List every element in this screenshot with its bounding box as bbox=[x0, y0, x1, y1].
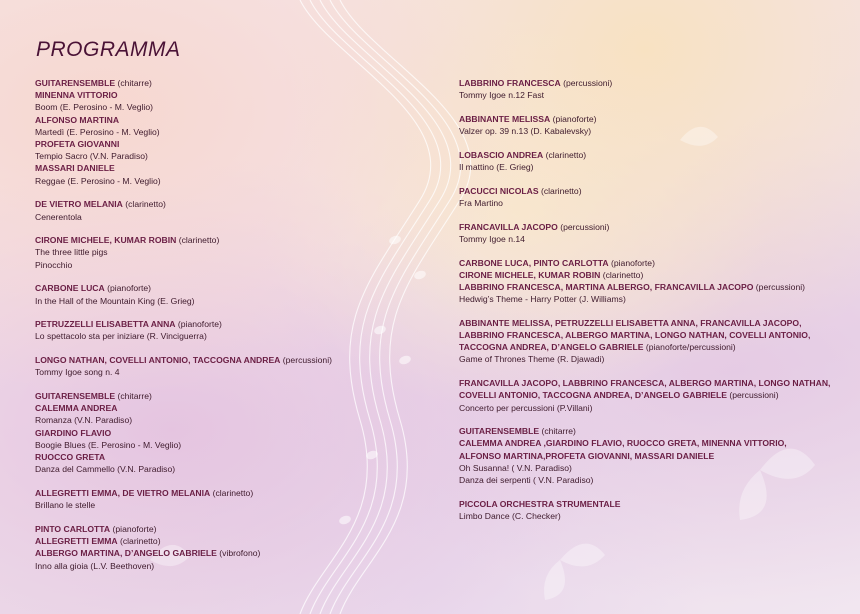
performer-names: FRANCAVILLA JACOPO, LABBRINO FRANCESCA, ALBERGO MARTINA, LONGO NATHAN, bbox=[459, 378, 831, 389]
instrument-label: (pianoforte/percussioni) bbox=[645, 342, 736, 353]
piece-title: In the Hall of the Mountain King (E. Grieg) bbox=[35, 295, 195, 306]
performer-names: GUITARENSEMBLE bbox=[35, 391, 116, 402]
piece-title: Pinocchio bbox=[35, 259, 73, 270]
performer-names: MASSARI DANIELE bbox=[35, 163, 115, 174]
performer-names: GUITARENSEMBLE bbox=[35, 78, 116, 88]
program-entry bbox=[35, 198, 415, 222]
performer-names: RUOCCO GRETA bbox=[35, 452, 106, 463]
program-entry bbox=[459, 185, 854, 209]
performer-names: LOBASCIO ANDREA bbox=[459, 149, 544, 160]
instrument-label: (chitarre) bbox=[117, 78, 152, 88]
program-line bbox=[459, 149, 854, 161]
piece-title: Tommy Igoe n.12 Fast bbox=[459, 90, 545, 101]
program-line bbox=[35, 295, 415, 307]
program-line bbox=[459, 474, 854, 486]
piece-title: Boom (E. Perosino - M. Veglio) bbox=[35, 102, 153, 113]
program-entry bbox=[459, 149, 854, 173]
instrument-label: (pianoforte) bbox=[177, 319, 222, 330]
program-entry bbox=[35, 487, 415, 511]
instrument-label: (clarinetto) bbox=[545, 149, 587, 160]
program-line bbox=[35, 150, 415, 162]
program-entry bbox=[459, 77, 854, 101]
instrument-label: (percussioni) bbox=[282, 355, 332, 366]
program-line bbox=[35, 354, 415, 366]
instrument-label: (pianoforte) bbox=[112, 523, 157, 534]
program-line bbox=[35, 126, 415, 138]
performer-names: TACCOGNA ANDREA, D’ANGELO GABRIELE bbox=[459, 342, 644, 353]
program-line bbox=[35, 439, 415, 451]
program-line bbox=[35, 162, 415, 174]
piece-title: Romanza (V.N. Paradiso) bbox=[35, 415, 133, 426]
program-entry bbox=[459, 377, 854, 414]
piece-title: Reggae (E. Perosino - M. Veglio) bbox=[35, 175, 161, 186]
instrument-label: (pianoforte) bbox=[107, 283, 152, 294]
program-entry bbox=[35, 523, 415, 572]
program-line bbox=[459, 185, 854, 197]
piece-title: Concerto per percussioni (P.Villani) bbox=[459, 402, 593, 413]
piece-title: Tommy Igoe song n. 4 bbox=[35, 367, 120, 378]
piece-title: Limbo Dance (C. Checker) bbox=[459, 510, 561, 521]
program-line bbox=[459, 161, 854, 173]
program-column-left bbox=[35, 77, 415, 583]
program-line bbox=[35, 414, 415, 426]
performer-names: ALFONSO MARTINA,PROFETA GIOVANNI, MASSARI DANIELE bbox=[459, 450, 715, 461]
instrument-label: (pianoforte) bbox=[610, 257, 655, 268]
page-title: PROGRAMMA bbox=[36, 38, 181, 61]
program-entry bbox=[35, 354, 415, 378]
program-line bbox=[35, 523, 415, 535]
instrument-label: (clarinetto) bbox=[602, 269, 644, 280]
program-line bbox=[459, 281, 854, 293]
program-line bbox=[459, 197, 854, 209]
program-line bbox=[459, 389, 854, 401]
instrument-label: (pianoforte) bbox=[552, 113, 597, 124]
instrument-label: (clarinetto) bbox=[212, 487, 254, 498]
performer-names: MINENNA VITTORIO bbox=[35, 90, 118, 101]
performer-names: CARBONE LUCA, PINTO CARLOTTA bbox=[459, 257, 609, 268]
performer-names: COVELLI ANTONIO, TACCOGNA ANDREA, D’ANGELO GABRIELE bbox=[459, 390, 727, 401]
program-line bbox=[35, 101, 415, 113]
piece-title: Tommy Igoe n.14 bbox=[459, 233, 525, 244]
instrument-label: (clarinetto) bbox=[119, 536, 161, 547]
piece-title: Boogie Blues (E. Perosino - M. Veglio) bbox=[35, 439, 182, 450]
instrument-label: (percussioni) bbox=[560, 221, 610, 232]
program-line bbox=[35, 234, 415, 246]
performer-names: LABBRINO FRANCESCA, ALBERGO MARTINA, LONGO NATHAN, COVELLI ANTONIO, bbox=[459, 330, 811, 341]
program-entry bbox=[35, 77, 415, 187]
piece-title: Cenerentola bbox=[35, 211, 82, 222]
program-line bbox=[459, 329, 854, 341]
program-line bbox=[35, 138, 415, 150]
program-entry bbox=[35, 234, 415, 271]
performer-names: ALFONSO MARTINA bbox=[35, 114, 120, 125]
piece-title: Il mattino (E. Grieg) bbox=[459, 162, 534, 173]
program-line bbox=[35, 427, 415, 439]
performer-names: PROFETA GIOVANNI bbox=[35, 139, 120, 150]
program-line bbox=[35, 211, 415, 223]
program-line bbox=[35, 402, 415, 414]
program-line bbox=[459, 317, 854, 329]
performer-names: LONGO NATHAN, COVELLI ANTONIO, TACCOGNA ANDREA bbox=[35, 355, 281, 366]
instrument-label: (vibrofono) bbox=[219, 548, 261, 559]
piece-title: The three little pigs bbox=[35, 247, 108, 258]
program-line bbox=[459, 77, 854, 89]
performer-names: ALLEGRETTI EMMA bbox=[35, 536, 118, 547]
program-line bbox=[459, 89, 854, 101]
program-line bbox=[35, 175, 415, 187]
program-line bbox=[35, 114, 415, 126]
performer-names: GUITARENSEMBLE bbox=[459, 426, 540, 437]
program-line bbox=[459, 462, 854, 474]
program-entry bbox=[35, 318, 415, 342]
program-line bbox=[459, 450, 854, 462]
performer-names: CARBONE LUCA bbox=[35, 283, 105, 294]
piece-title: Valzer op. 39 n.13 (D. Kabalevsky) bbox=[459, 126, 592, 137]
performer-names: ALBERGO MARTINA, D’ANGELO GABRIELE bbox=[35, 548, 217, 559]
program-line bbox=[459, 377, 854, 389]
program-line bbox=[459, 269, 854, 281]
piece-title: Inno alla gioia (L.V. Beethoven) bbox=[35, 560, 155, 571]
program-line bbox=[35, 487, 415, 499]
piece-title: Hedwig’s Theme - Harry Potter (J. Williams) bbox=[459, 294, 626, 305]
program-line bbox=[35, 89, 415, 101]
program-line bbox=[35, 282, 415, 294]
instrument-label: (percussioni) bbox=[755, 281, 805, 292]
instrument-label: (percussioni) bbox=[729, 390, 779, 401]
program-line bbox=[459, 113, 854, 125]
piece-title: Danza del Cammello (V.N. Paradiso) bbox=[35, 464, 176, 475]
performer-names: FRANCAVILLA JACOPO bbox=[459, 221, 558, 232]
program-line bbox=[35, 560, 415, 572]
performer-names: CALEMMA ANDREA bbox=[35, 403, 118, 414]
instrument-label: (chitarre) bbox=[541, 426, 576, 437]
program-line bbox=[35, 259, 415, 271]
program-entry bbox=[459, 425, 854, 486]
program-line bbox=[35, 318, 415, 330]
piece-title: Game of Thrones Theme (R. Djawadi) bbox=[459, 354, 605, 365]
piece-title: Brillano le stelle bbox=[35, 500, 96, 511]
performer-names: LABBRINO FRANCESCA bbox=[459, 78, 561, 88]
program-line bbox=[459, 402, 854, 414]
program-entry bbox=[35, 390, 415, 475]
piece-title: Fra Martino bbox=[459, 197, 503, 208]
performer-names: PINTO CARLOTTA bbox=[35, 523, 111, 534]
program-line bbox=[459, 125, 854, 137]
program-entry bbox=[459, 498, 854, 522]
program-line bbox=[35, 330, 415, 342]
program-line bbox=[459, 510, 854, 522]
program-entry bbox=[459, 257, 854, 306]
piece-title: Oh Susanna! ( V.N. Paradiso) bbox=[459, 462, 572, 473]
program-line bbox=[35, 535, 415, 547]
instrument-label: (chitarre) bbox=[117, 391, 152, 402]
program-line bbox=[459, 437, 854, 449]
program-line bbox=[459, 221, 854, 233]
piece-title: Tempio Sacro (V.N. Paradiso) bbox=[35, 151, 148, 162]
performer-names: ABBINANTE MELISSA, PETRUZZELLI ELISABETTA ANNA, FRANCAVILLA JACOPO, bbox=[459, 317, 802, 328]
instrument-label: (clarinetto) bbox=[540, 185, 582, 196]
program-column-right bbox=[459, 77, 854, 534]
program-entry bbox=[459, 113, 854, 137]
instrument-label: (clarinetto) bbox=[125, 199, 166, 210]
program-entry bbox=[459, 317, 854, 366]
piece-title: Martedì (E. Perosino - M. Veglio) bbox=[35, 126, 160, 137]
program-line bbox=[459, 341, 854, 353]
performer-names: LABBRINO FRANCESCA, MARTINA ALBERGO, FRANCAVILLA JACOPO bbox=[459, 281, 754, 292]
performer-names: CIRONE MICHELE, KUMAR ROBIN bbox=[35, 235, 177, 246]
program-line bbox=[459, 498, 854, 510]
program-entry bbox=[35, 282, 415, 306]
program-line bbox=[35, 198, 415, 210]
program-line bbox=[35, 451, 415, 463]
program-line bbox=[459, 257, 854, 269]
performer-names: CALEMMA ANDREA ,GIARDINO FLAVIO, RUOCCO GRETA, MINENNA VITTORIO, bbox=[459, 438, 787, 449]
program-line bbox=[35, 463, 415, 475]
performer-names: PACUCCI NICOLAS bbox=[459, 185, 539, 196]
program-line bbox=[459, 425, 854, 437]
performer-names: ABBINANTE MELISSA bbox=[459, 113, 551, 124]
program-line bbox=[459, 233, 854, 245]
performer-names: CIRONE MICHELE, KUMAR ROBIN bbox=[459, 269, 601, 280]
program-line bbox=[35, 77, 415, 89]
piece-title: Danza dei serpenti ( V.N. Paradiso) bbox=[459, 475, 594, 486]
program-line bbox=[35, 366, 415, 378]
program-line bbox=[459, 353, 854, 365]
program-line bbox=[35, 547, 415, 559]
performer-names: PETRUZZELLI ELISABETTA ANNA bbox=[35, 319, 176, 330]
performer-names: GIARDINO FLAVIO bbox=[35, 427, 112, 438]
program-line bbox=[35, 390, 415, 402]
program-line bbox=[35, 499, 415, 511]
program-entry bbox=[459, 221, 854, 245]
instrument-label: (percussioni) bbox=[563, 78, 613, 88]
piece-title: Lo spettacolo sta per iniziare (R. Vinciguerra) bbox=[35, 331, 207, 342]
performer-names: ALLEGRETTI EMMA, DE VIETRO MELANIA bbox=[35, 487, 211, 498]
performer-names: PICCOLA ORCHESTRA STRUMENTALE bbox=[459, 498, 621, 509]
instrument-label: (clarinetto) bbox=[178, 235, 220, 246]
program-line bbox=[459, 293, 854, 305]
performer-names: DE VIETRO MELANIA bbox=[35, 199, 123, 210]
program-line bbox=[35, 246, 415, 258]
